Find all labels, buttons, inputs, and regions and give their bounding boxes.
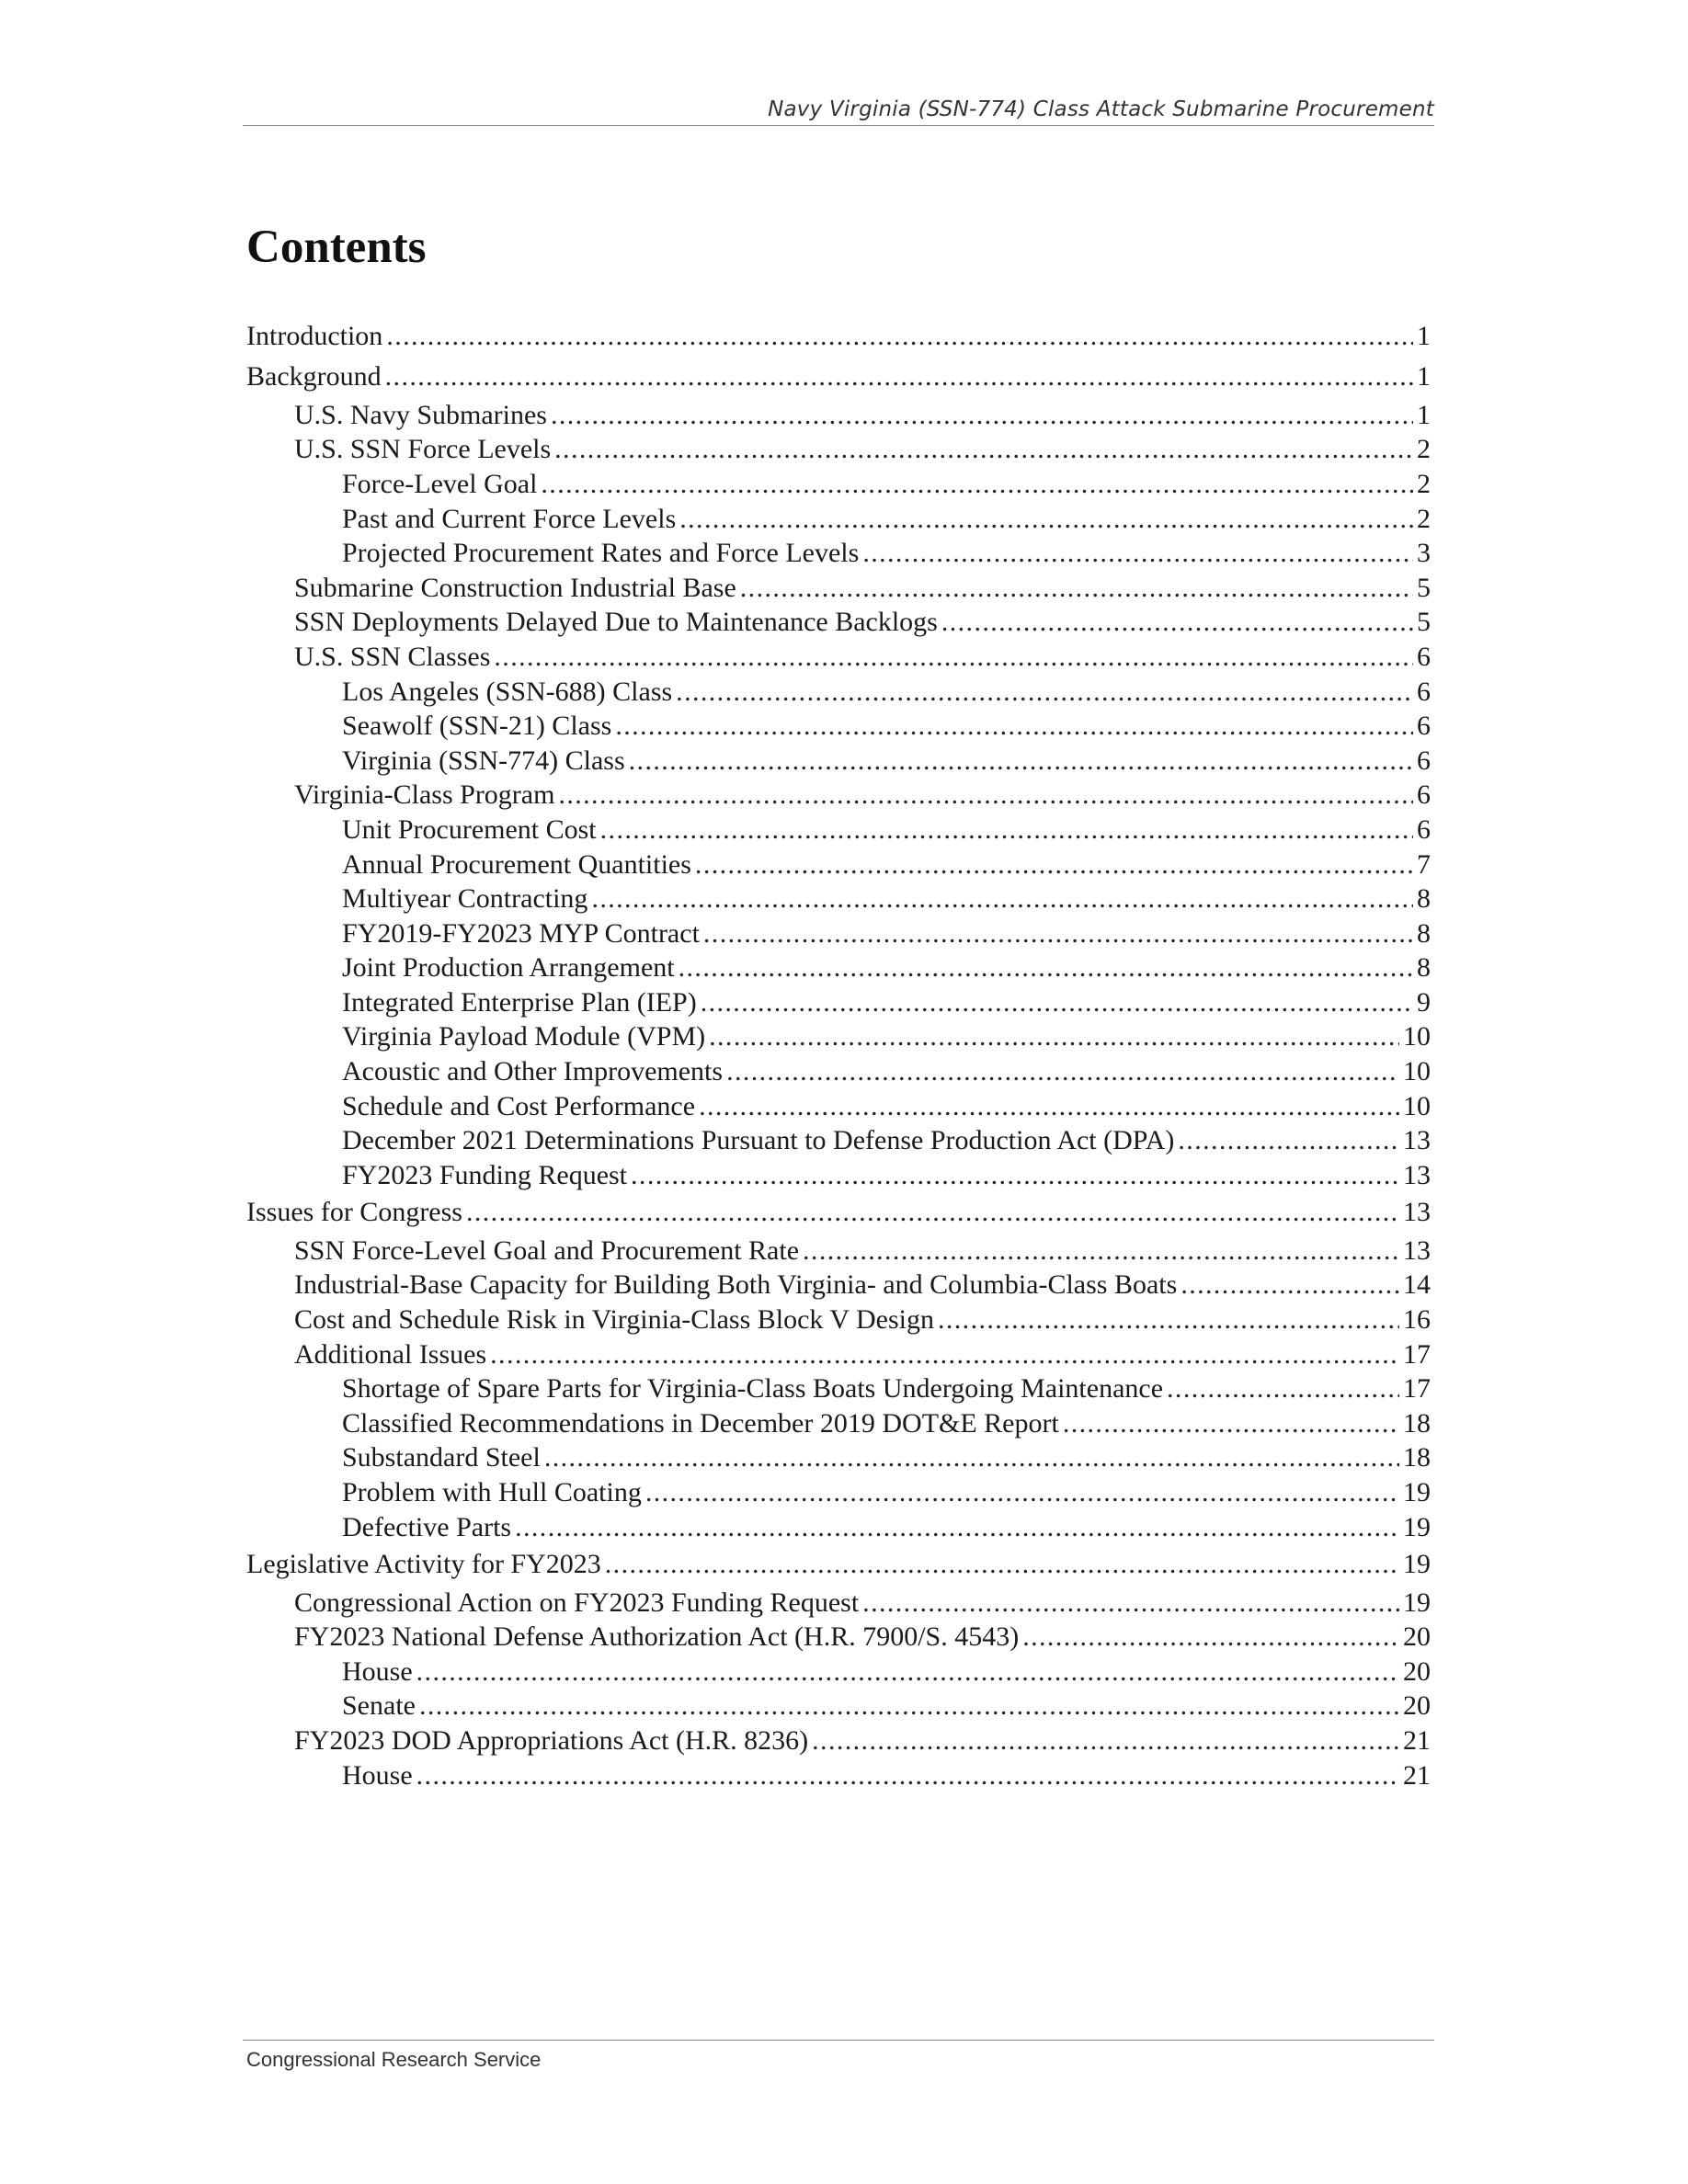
toc-entry-page: 20 bbox=[1403, 1655, 1431, 1687]
toc-entry-title: Substandard Steel bbox=[342, 1442, 541, 1473]
toc-entry-page: 3 bbox=[1417, 538, 1431, 569]
toc-entry[interactable] bbox=[246, 316, 1431, 357]
toc-entry[interactable] bbox=[246, 1371, 1431, 1406]
toc-entry[interactable] bbox=[246, 1406, 1431, 1441]
toc-entry-page: 13 bbox=[1403, 1125, 1431, 1156]
toc-entry-page: 20 bbox=[1403, 1621, 1431, 1653]
toc-dot-leader bbox=[615, 709, 1413, 744]
toc-entry[interactable] bbox=[246, 536, 1431, 571]
toc-entry-page: 2 bbox=[1417, 503, 1431, 534]
toc-dot-leader bbox=[1178, 1123, 1399, 1158]
toc-dot-leader bbox=[699, 1089, 1399, 1124]
toc-dot-leader bbox=[703, 916, 1413, 951]
toc-entry-title: Industrial-Base Capacity for Building Both Virginia- and Columbia-Class Boats bbox=[294, 1269, 1178, 1301]
toc-entry[interactable] bbox=[246, 1234, 1431, 1268]
toc-entry-page: 5 bbox=[1417, 572, 1431, 603]
toc-entry[interactable] bbox=[246, 1089, 1431, 1124]
toc-entry-page: 19 bbox=[1403, 1587, 1431, 1618]
toc-entry-title: Problem with Hull Coating bbox=[342, 1476, 642, 1507]
toc-entry-page: 10 bbox=[1403, 1090, 1431, 1121]
toc-entry[interactable] bbox=[246, 398, 1431, 433]
footer-org: Congressional Research Service bbox=[246, 2048, 542, 2071]
toc-entry-title: Multiyear Contracting bbox=[342, 883, 588, 915]
toc-entry-title: U.S. Navy Submarines bbox=[294, 399, 547, 430]
toc-entry-title: FY2023 Funding Request bbox=[342, 1159, 628, 1190]
toc-dot-leader bbox=[541, 467, 1413, 502]
footer-rule bbox=[243, 2040, 1434, 2041]
toc-entry[interactable] bbox=[246, 502, 1431, 537]
toc-dot-leader bbox=[1022, 1620, 1399, 1655]
toc-entry[interactable] bbox=[246, 1019, 1431, 1054]
toc-entry-page: 5 bbox=[1417, 607, 1431, 638]
toc-entry-page: 6 bbox=[1417, 641, 1431, 672]
toc-entry-page: 13 bbox=[1403, 1159, 1431, 1190]
toc-entry-title: Force-Level Goal bbox=[342, 468, 538, 499]
toc-entry-page: 18 bbox=[1403, 1407, 1431, 1439]
toc-entry-page: 17 bbox=[1403, 1338, 1431, 1370]
toc-entry-page: 6 bbox=[1417, 779, 1431, 811]
toc-entry-page: 8 bbox=[1417, 883, 1431, 915]
toc-dot-leader bbox=[803, 1234, 1399, 1268]
toc-entry[interactable] bbox=[246, 1758, 1431, 1793]
toc-entry-title: U.S. SSN Force Levels bbox=[294, 434, 552, 465]
toc-dot-leader bbox=[385, 357, 1413, 397]
toc-entry[interactable] bbox=[246, 882, 1431, 916]
toc-entry-title: Acoustic and Other Improvements bbox=[342, 1056, 724, 1087]
toc-entry-title: FY2019-FY2023 MYP Contract bbox=[342, 917, 700, 949]
toc-entry[interactable] bbox=[246, 675, 1431, 710]
toc-entry-page: 19 bbox=[1403, 1511, 1431, 1542]
toc-entry-page: 21 bbox=[1403, 1759, 1431, 1791]
toc-entry[interactable] bbox=[246, 950, 1431, 985]
toc-dot-leader bbox=[416, 1758, 1399, 1793]
toc-entry[interactable] bbox=[246, 357, 1431, 397]
toc-dot-leader bbox=[600, 813, 1413, 847]
toc-entry[interactable] bbox=[246, 1123, 1431, 1158]
toc-entry-page: 8 bbox=[1417, 917, 1431, 949]
toc-dot-leader bbox=[629, 744, 1413, 779]
toc-entry-page: 21 bbox=[1403, 1724, 1431, 1756]
toc-dot-leader bbox=[419, 1689, 1399, 1723]
toc-dot-leader bbox=[862, 536, 1413, 571]
toc-entry-title: House bbox=[342, 1655, 413, 1687]
toc-entry[interactable] bbox=[246, 1586, 1431, 1621]
toc-entry-title: Los Angeles (SSN-688) Class bbox=[342, 676, 673, 707]
toc-entry[interactable] bbox=[246, 778, 1431, 813]
toc-entry-page: 1 bbox=[1417, 399, 1431, 430]
toc-entry[interactable] bbox=[246, 985, 1431, 1020]
toc-entry-title: SSN Deployments Delayed Due to Maintenance Backlogs bbox=[294, 607, 938, 638]
toc-entry-page: 7 bbox=[1417, 848, 1431, 880]
toc-entry[interactable] bbox=[246, 847, 1431, 882]
toc-entry-page: 18 bbox=[1403, 1442, 1431, 1473]
toc-entry-page: 1 bbox=[1417, 361, 1431, 392]
toc-entry-title: Seawolf (SSN-21) Class bbox=[342, 711, 612, 742]
toc-dot-leader bbox=[676, 675, 1413, 710]
toc-entry-page: 6 bbox=[1417, 676, 1431, 707]
toc-entry-title: Congressional Action on FY2023 Funding Request bbox=[294, 1587, 860, 1618]
toc-entry[interactable] bbox=[246, 571, 1431, 606]
toc-entry[interactable] bbox=[246, 1440, 1431, 1475]
toc-entry-page: 10 bbox=[1403, 1056, 1431, 1087]
toc-dot-leader bbox=[544, 1440, 1399, 1475]
toc-entry-title: December 2021 Determinations Pursuant to Defense Production Act (DPA) bbox=[342, 1125, 1175, 1156]
toc-dot-leader bbox=[490, 1337, 1399, 1372]
toc-entry-title: FY2023 National Defense Authorization Act (H.R. 7900/S. 4543) bbox=[294, 1621, 1020, 1653]
toc-dot-leader bbox=[591, 882, 1413, 916]
running-header: Navy Virginia (SSN-774) Class Attack Submarine Procurement bbox=[768, 97, 1434, 121]
toc-dot-leader bbox=[701, 985, 1413, 1020]
toc-dot-leader bbox=[938, 1302, 1399, 1337]
toc-entry-title: Cost and Schedule Risk in Virginia-Class Block V Design bbox=[294, 1304, 934, 1336]
toc-entry-page: 14 bbox=[1403, 1269, 1431, 1301]
toc-entry-page: 13 bbox=[1403, 1197, 1431, 1228]
toc-dot-leader bbox=[1167, 1371, 1399, 1406]
toc-dot-leader bbox=[679, 950, 1413, 985]
page-title: Contents bbox=[246, 222, 427, 273]
toc-entry-title: Legislative Activity for FY2023 bbox=[246, 1549, 601, 1580]
toc-dot-leader bbox=[941, 605, 1413, 640]
toc-dot-leader bbox=[862, 1586, 1399, 1621]
toc-entry-page: 10 bbox=[1403, 1021, 1431, 1052]
toc-dot-leader bbox=[631, 1158, 1399, 1193]
toc-entry-page: 13 bbox=[1403, 1234, 1431, 1266]
toc-entry-page: 6 bbox=[1417, 745, 1431, 776]
toc-entry-title: Projected Procurement Rates and Force Levels bbox=[342, 538, 860, 569]
toc-entry-title: House bbox=[342, 1759, 413, 1791]
toc-entry[interactable] bbox=[246, 744, 1431, 779]
toc-entry-page: 19 bbox=[1403, 1476, 1431, 1507]
toc-entry[interactable] bbox=[246, 1655, 1431, 1689]
toc-dot-leader bbox=[1180, 1268, 1399, 1302]
toc-entry-title: Integrated Enterprise Plan (IEP) bbox=[342, 986, 697, 1018]
toc-entry-title: Annual Procurement Quantities bbox=[342, 848, 691, 880]
toc-entry[interactable] bbox=[246, 605, 1431, 640]
toc-entry-title: U.S. SSN Classes bbox=[294, 641, 491, 672]
toc-entry[interactable] bbox=[246, 1192, 1431, 1233]
toc-dot-leader bbox=[416, 1655, 1399, 1689]
toc-entry-title: Past and Current Force Levels bbox=[342, 503, 677, 534]
toc-dot-leader bbox=[551, 398, 1413, 433]
toc-entry-title: FY2023 DOD Appropriations Act (H.R. 8236) bbox=[294, 1724, 809, 1756]
toc-entry-title: Issues for Congress bbox=[246, 1197, 462, 1228]
toc-entry-title: Virginia-Class Program bbox=[294, 779, 555, 811]
toc-entry-page: 17 bbox=[1403, 1373, 1431, 1405]
toc-dot-leader bbox=[812, 1723, 1399, 1758]
toc-entry-title: Schedule and Cost Performance bbox=[342, 1090, 696, 1121]
toc-entry-page: 2 bbox=[1417, 434, 1431, 465]
toc-entry-title: Unit Procurement Cost bbox=[342, 813, 597, 845]
toc-entry-title: Senate bbox=[342, 1690, 416, 1722]
toc-entry[interactable] bbox=[246, 1158, 1431, 1193]
toc-entry[interactable] bbox=[246, 1689, 1431, 1723]
toc-entry[interactable] bbox=[246, 432, 1431, 467]
toc-dot-leader bbox=[740, 571, 1413, 606]
toc-entry[interactable] bbox=[246, 1337, 1431, 1372]
toc-dot-leader bbox=[1063, 1406, 1399, 1441]
toc-entry-page: 6 bbox=[1417, 813, 1431, 845]
table-of-contents bbox=[246, 316, 1431, 1792]
toc-entry[interactable] bbox=[246, 1268, 1431, 1302]
toc-entry[interactable] bbox=[246, 467, 1431, 502]
toc-dot-leader bbox=[695, 847, 1413, 882]
toc-entry[interactable] bbox=[246, 1723, 1431, 1758]
toc-entry[interactable] bbox=[246, 813, 1431, 847]
toc-entry-title: Virginia (SSN-774) Class bbox=[342, 745, 625, 776]
toc-entry[interactable] bbox=[246, 1544, 1431, 1585]
toc-entry-title: Joint Production Arrangement bbox=[342, 952, 675, 984]
toc-dot-leader bbox=[645, 1475, 1399, 1510]
toc-dot-leader bbox=[679, 502, 1413, 537]
toc-entry-title: Background bbox=[246, 361, 382, 392]
toc-dot-leader bbox=[494, 640, 1413, 675]
toc-entry-page: 6 bbox=[1417, 711, 1431, 742]
toc-entry-page: 20 bbox=[1403, 1690, 1431, 1722]
toc-entry-title: Introduction bbox=[246, 321, 383, 351]
toc-entry-page: 2 bbox=[1417, 468, 1431, 499]
header-rule bbox=[243, 125, 1434, 126]
toc-entry-page: 19 bbox=[1403, 1549, 1431, 1580]
toc-dot-leader bbox=[466, 1192, 1399, 1233]
toc-entry[interactable] bbox=[246, 1510, 1431, 1545]
toc-entry[interactable] bbox=[246, 1475, 1431, 1510]
toc-dot-leader bbox=[726, 1054, 1399, 1089]
toc-entry[interactable] bbox=[246, 916, 1431, 951]
toc-dot-leader bbox=[554, 432, 1413, 467]
toc-entry-page: 16 bbox=[1403, 1304, 1431, 1336]
toc-entry[interactable] bbox=[246, 1302, 1431, 1337]
toc-dot-leader bbox=[515, 1510, 1399, 1545]
toc-entry-title: Additional Issues bbox=[294, 1338, 487, 1370]
toc-entry-title: Defective Parts bbox=[342, 1511, 512, 1542]
toc-entry-title: SSN Force-Level Goal and Procurement Rate bbox=[294, 1234, 800, 1266]
toc-entry-page: 9 bbox=[1417, 986, 1431, 1018]
toc-entry-page: 8 bbox=[1417, 952, 1431, 984]
toc-entry-title: Classified Recommendations in December 2019 DOT&E Report bbox=[342, 1407, 1059, 1439]
toc-dot-leader bbox=[709, 1019, 1399, 1054]
toc-entry[interactable] bbox=[246, 709, 1431, 744]
toc-dot-leader bbox=[605, 1544, 1399, 1585]
toc-entry-title: Shortage of Spare Parts for Virginia-Class Boats Undergoing Maintenance bbox=[342, 1373, 1164, 1405]
toc-dot-leader bbox=[386, 316, 1413, 357]
toc-entry-title: Submarine Construction Industrial Base bbox=[294, 572, 736, 603]
toc-entry[interactable] bbox=[246, 1620, 1431, 1655]
toc-entry[interactable] bbox=[246, 1054, 1431, 1089]
toc-entry[interactable] bbox=[246, 640, 1431, 675]
toc-entry-page: 1 bbox=[1417, 321, 1431, 351]
toc-dot-leader bbox=[558, 778, 1413, 813]
toc-entry-title: Virginia Payload Module (VPM) bbox=[342, 1021, 706, 1052]
